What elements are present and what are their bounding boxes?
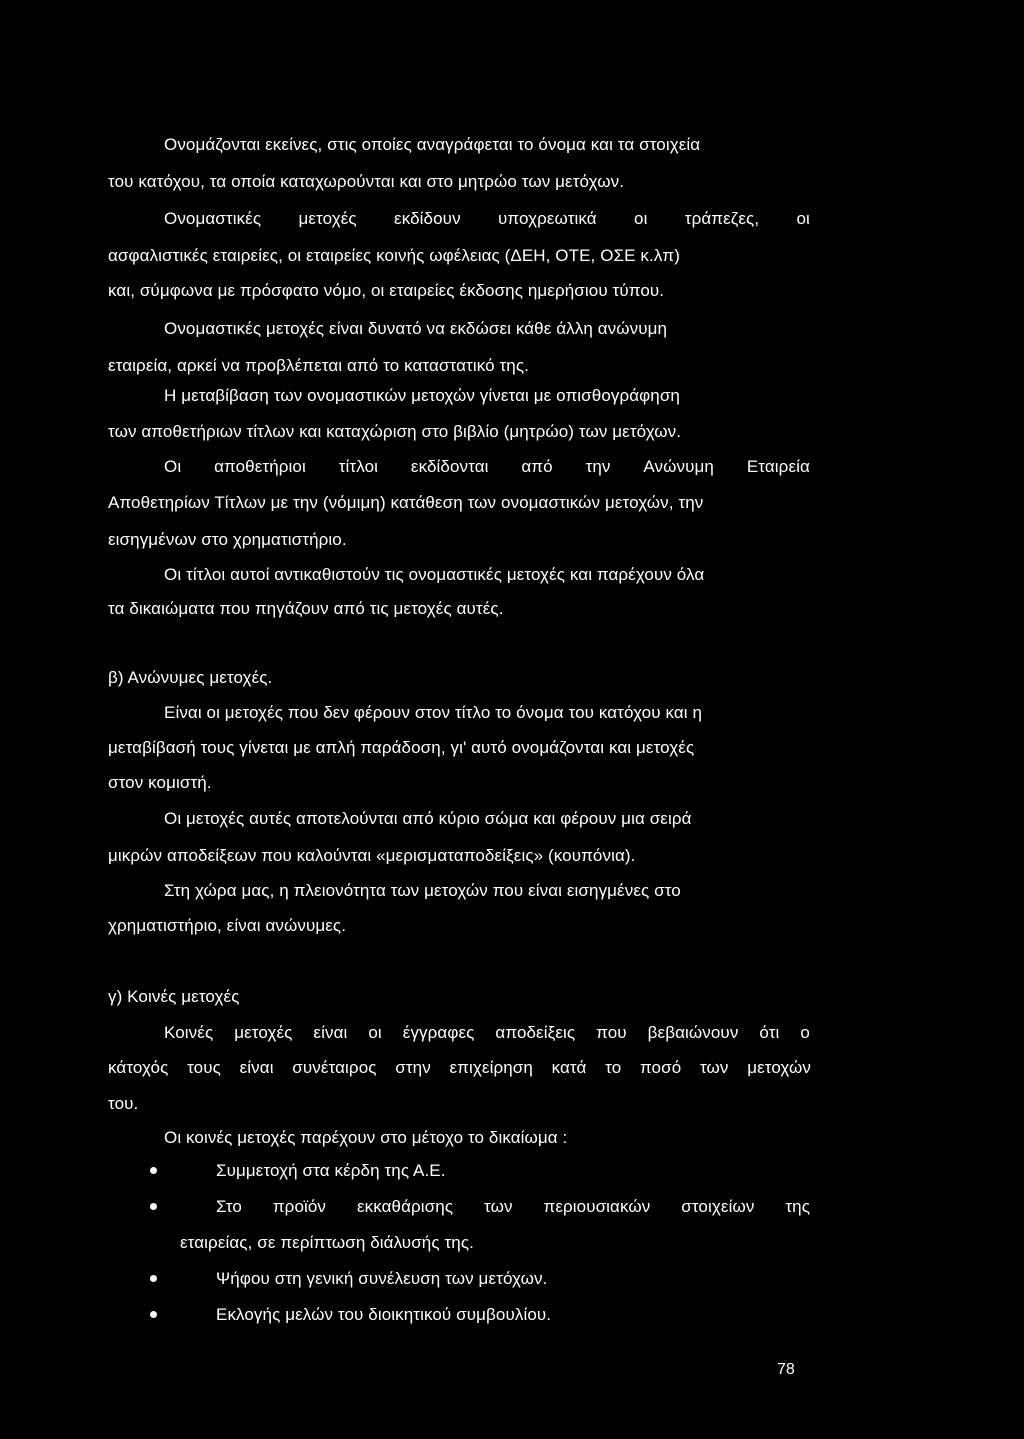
word: εκδίδονται	[410, 457, 489, 476]
bullet-icon	[150, 1203, 157, 1210]
word: των	[699, 1058, 729, 1077]
paragraph-line: εισηγμένων στο χρηματιστήριο.	[108, 530, 347, 549]
paragraph-line: Οι κοινές μετοχές παρέχουν στο μέτοχο το δικαίωμα :	[164, 1128, 568, 1147]
word: ποσό	[639, 1058, 682, 1077]
bullet-item-label: Συμμετοχή στα κέρδη της Α.Ε.	[216, 1161, 446, 1180]
paragraph-line: τα δικαιώματα που πηγάζουν από τις μετοχές αυτές.	[108, 599, 504, 618]
word: την	[585, 457, 611, 476]
word: οι	[368, 1023, 382, 1042]
word: βεβαιώνουν	[647, 1023, 739, 1042]
word: Εταιρεία	[746, 457, 810, 476]
justified-line	[164, 208, 810, 230]
bullet-item-label: εταιρείας, σε περίπτωση διάλυσής της.	[180, 1233, 474, 1252]
word: Κοινές	[164, 1023, 214, 1042]
word: κάτοχός	[108, 1058, 169, 1077]
paragraph-line: ασφαλιστικές εταιρείες, οι εταιρείες κοινής ωφέλειας (ΔΕΗ, ΟΤΕ, ΟΣΕ κ.λπ)	[108, 246, 681, 265]
word: των	[484, 1197, 513, 1216]
paragraph-line: στον κομιστή.	[108, 773, 212, 792]
word: Στο	[216, 1197, 242, 1216]
paragraph-line: Στη χώρα μας, η πλειονότητα των μετοχών που είναι εισηγμένες στο	[164, 881, 681, 900]
justified-line	[108, 1057, 811, 1079]
paragraph-line: Η μεταβίβαση των ονομαστικών μετοχών γίνεται με οπισθογράφηση	[164, 386, 680, 405]
bullet-item-label: Ψήφου στη γενική συνέλευση των μετόχων.	[216, 1269, 548, 1288]
page-number: 78	[777, 1361, 795, 1378]
word: στοιχείων	[681, 1197, 755, 1216]
word: κατά	[551, 1058, 587, 1077]
paragraph-line: του.	[108, 1094, 139, 1113]
word: Ονομαστικές	[164, 209, 262, 228]
bullet-icon	[150, 1167, 157, 1174]
paragraph-line: Αποθετηρίων Τίτλων με την (νόμιμη) κατάθεση των ονομαστικών μετοχών, την	[108, 493, 704, 512]
word: είναι	[239, 1058, 274, 1077]
word: αποδείξεις	[495, 1023, 576, 1042]
section-heading: γ) Κοινές μετοχές	[108, 987, 240, 1006]
word: της	[785, 1197, 810, 1216]
word: εκκαθάρισης	[356, 1197, 454, 1216]
paragraph-line: εταιρεία, αρκεί να προβλέπεται από το καταστατικό της.	[108, 356, 529, 375]
paragraph-line: Οι μετοχές αυτές αποτελούνται από κύριο σώμα και φέρουν μια σειρά	[164, 809, 692, 828]
section-heading: β) Ανώνυμες μετοχές.	[108, 668, 273, 687]
word: τίτλοι	[338, 457, 379, 476]
word: που	[596, 1023, 627, 1042]
justified-line	[164, 456, 810, 478]
word: οι	[796, 209, 810, 228]
word: αποθετήριοι	[214, 457, 306, 476]
bullet-icon	[150, 1275, 157, 1282]
paragraph-line: των αποθετήριων τίτλων και καταχώριση στο βιβλίο (μητρώο) των μετόχων.	[108, 422, 682, 441]
paragraph-line: μεταβίβασή τους γίνεται με απλή παράδοση, γι' αυτό ονομάζονται και μετοχές	[108, 738, 695, 757]
word: μετοχές	[298, 209, 357, 228]
paragraph-line: μικρών αποδείξεων που καλούνται «μερισματαποδείξεις» (κουπόνια).	[108, 846, 636, 865]
paragraph-line: Ονομαστικές μετοχές είναι δυνατό να εκδώσει κάθε άλλη ανώνυμη	[164, 319, 668, 338]
word: περιουσιακών	[543, 1197, 651, 1216]
word: προϊόν	[272, 1197, 327, 1216]
justified-line	[164, 1022, 810, 1044]
word: συνέταιρος	[292, 1058, 377, 1077]
word: οι	[634, 209, 648, 228]
word: ότι	[759, 1023, 780, 1042]
word: τους	[187, 1058, 221, 1077]
paragraph-line: και, σύμφωνα με πρόσφατο νόμο, οι εταιρείες έκδοσης ημερήσιου τύπου.	[108, 281, 665, 300]
word: εκδίδουν	[394, 209, 461, 228]
paragraph-line: Ονομάζονται εκείνες, στις οποίες αναγράφεται το όνομα και τα στοιχεία	[164, 135, 701, 154]
justified-line	[216, 1196, 810, 1218]
word: έγγραφες	[402, 1023, 475, 1042]
word: ο	[800, 1023, 810, 1042]
bullet-icon	[150, 1311, 157, 1318]
paragraph-line: του κατόχου, τα οποία καταχωρούνται και στο μητρώο των μετόχων.	[108, 172, 625, 191]
word: μετοχές	[234, 1023, 293, 1042]
word: τράπεζες,	[684, 209, 760, 228]
paragraph-line: χρηματιστήριο, είναι ανώνυμες.	[108, 916, 347, 935]
word: Οι	[164, 457, 182, 476]
word: είναι	[313, 1023, 348, 1042]
paragraph-line: Οι τίτλοι αυτοί αντικαθιστούν τις ονομαστικές μετοχές και παρέχουν όλα	[164, 565, 705, 584]
word: επιχείρηση	[449, 1058, 533, 1077]
word: από	[521, 457, 553, 476]
word: Ανώνυμη	[643, 457, 714, 476]
word: υποχρεωτικά	[498, 209, 597, 228]
word: το	[605, 1058, 622, 1077]
word: μετοχών	[747, 1058, 811, 1077]
word: στην	[395, 1058, 431, 1077]
paragraph-line: Είναι οι μετοχές που δεν φέρουν στον τίτλο το όνομα του κατόχου και η	[164, 703, 703, 722]
bullet-item-label: Εκλογής μελών του διοικητικού συμβουλίου.	[216, 1305, 552, 1324]
